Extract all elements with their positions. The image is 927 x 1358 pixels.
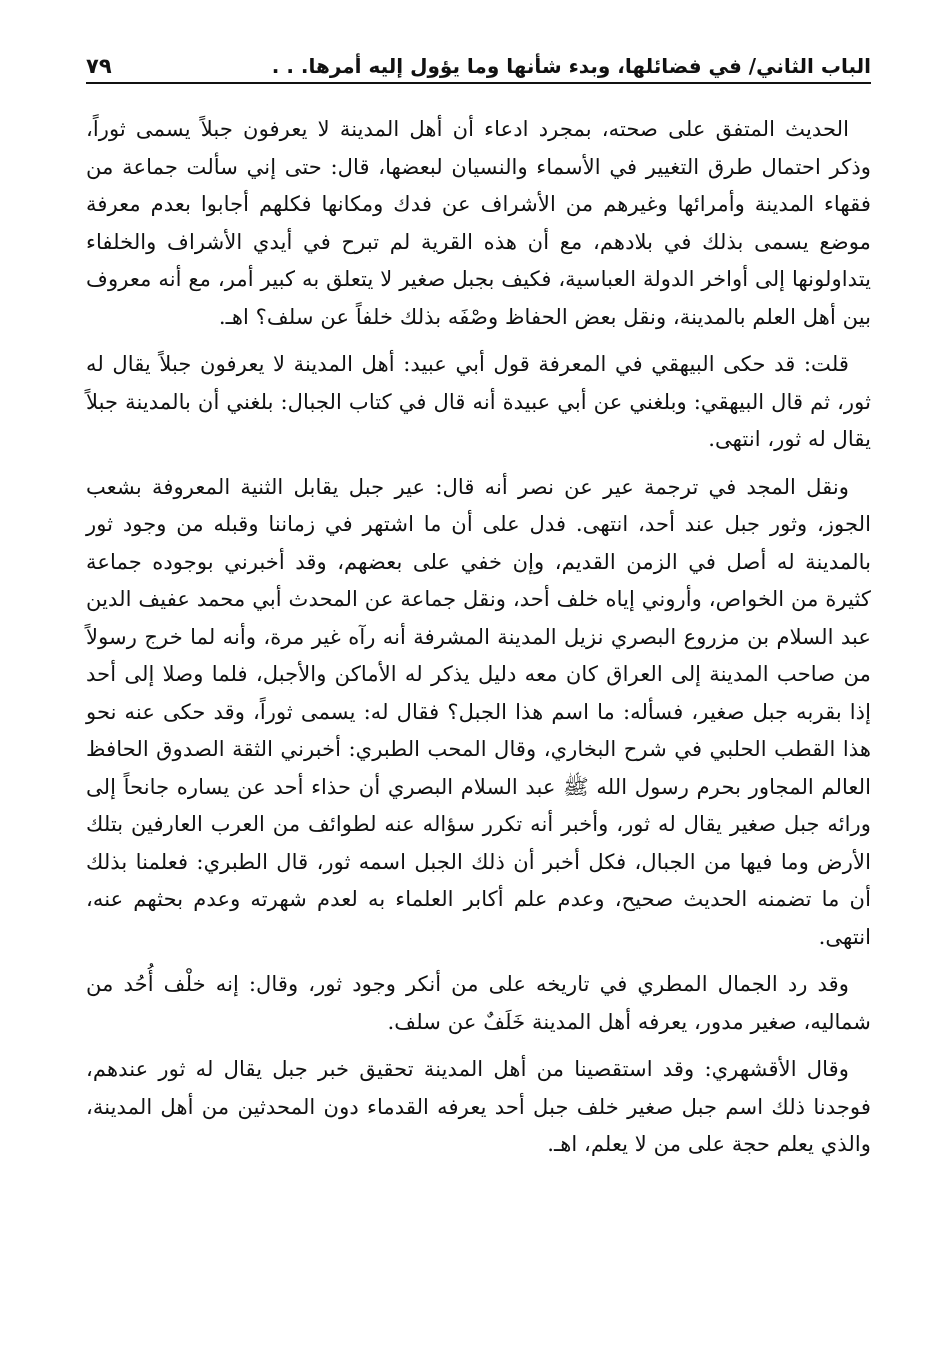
paragraph: ونقل المجد في ترجمة عير عن نصر أنه قال: عير جبل يقابل الثنية المعروفة بشعب الجوز، وثور جبل عند أحد، انتهى. فدل على أن ما اشتهر في زماننا وقبله من وجود ثور بالمدينة له أصل في الزمن القديم، وإن خفي على بعضهم، وقد أخبرني بوجوده جماعة كثيرة من الخواص، وأروني إياه خلف أحد، ونقل جماعة عن المحدث أبي محمد عفيف الدين عبد السلام بن مزروع البصري نزيل المدينة المشرفة أنه رآه غير مرة، وأنه لما خرج رسولاً من صاحب المدينة إلى العراق كان معه دليل يذكر له الأماكن والأجبل، فلما وصلا إلى أحد إذا بقربه جبل صغير، فسأله: ما اسم هذا الجبل؟ فقال له: يسمى ثوراً، وقد حكى عنه نحو هذا القطب الحلبي في شرح البخاري، وقال المحب الطبري: أخبرني الثقة الصدوق الحافظ العالم المجاور بحرم رسول الله ﷺ عبد السلام البصري أن حذاء أحد عن يساره جانحاً إلى ورائه جبل صغير يقال له ثور، وأخبر أنه تكرر سؤاله عنه لطوائف من العرب العارفين بتلك الأرض وما فيها من الجبال، فكل أخبر أن ذلك الجبل اسمه ثور، قال الطبري: فعلمنا بذلك أن ما تضمنه الحديث صحيح، وعدم علم أكابر العلماء به لعدم شهرته وعدم بحثهم عنه، انتهى.	[86, 473, 871, 949]
paragraph: الحديث المتفق على صحته، بمجرد ادعاء أن أهل المدينة لا يعرفون جبلاً يسمى ثوراً، وذكر احتمال طرق التغيير في الأسماء والنسيان لبعضها، قال: حتى إني سألت جماعة من فقهاء المدينة وأمرائها وغيرهم من الأشراف عن فدك ومكانها فكلهم أجابوا بعدم معرفة موضع يسمى بذلك في بلادهم، مع أن هذه القرية لم تبرح في أيدي الأشراف والخلفاء يتداولونها إلى أواخر الدولة العباسية، فكيف بجبل صغير لا يتعلق به كبير أمر، مع أنه معروف بين أهل العلم بالمدينة، ونقل بعض الحفاظ وصْفَه بذلك خلفاً عن سلف؟ اهـ.	[86, 116, 871, 329]
page-header	[86, 38, 871, 84]
running-head: الباب الثاني/ في فضائلها، وبدء شأنها وما يؤول إليه أمرها. . .	[271, 54, 871, 78]
paragraph: وقال الأقشهري: وقد استقصينا من أهل المدينة تحقيق خبر جبل يقال له ثور عندهم، فوجدنا ذلك اسم جبل صغير خلف جبل أحد يعرفه القدماء دون المحدثين من أهل المدينة، والذي يعلم حجة على من لا يعلم، اهـ.	[86, 1056, 871, 1156]
paragraph: قلت: قد حكى البيهقي في المعرفة قول أبي عبيد: أهل المدينة لا يعرفون جبلاً يقال له ثور، ثم قال البيهقي: وبلغني عن أبي عبيدة أنه قال في كتاب الجبال: بلغني أن بالمدينة جبلاً يقال له ثور، انتهى.	[86, 351, 871, 451]
page-number: ٧٩	[86, 54, 112, 78]
paragraph: وقد رد الجمال المطري في تاريخه على من أنكر وجود ثور، وقال: إنه خلْف أُحُد من شماليه، صغير مدور، يعرفه أهل المدينة خَلَفٌ عن سلف.	[86, 971, 871, 1034]
body-text	[86, 110, 871, 1163]
